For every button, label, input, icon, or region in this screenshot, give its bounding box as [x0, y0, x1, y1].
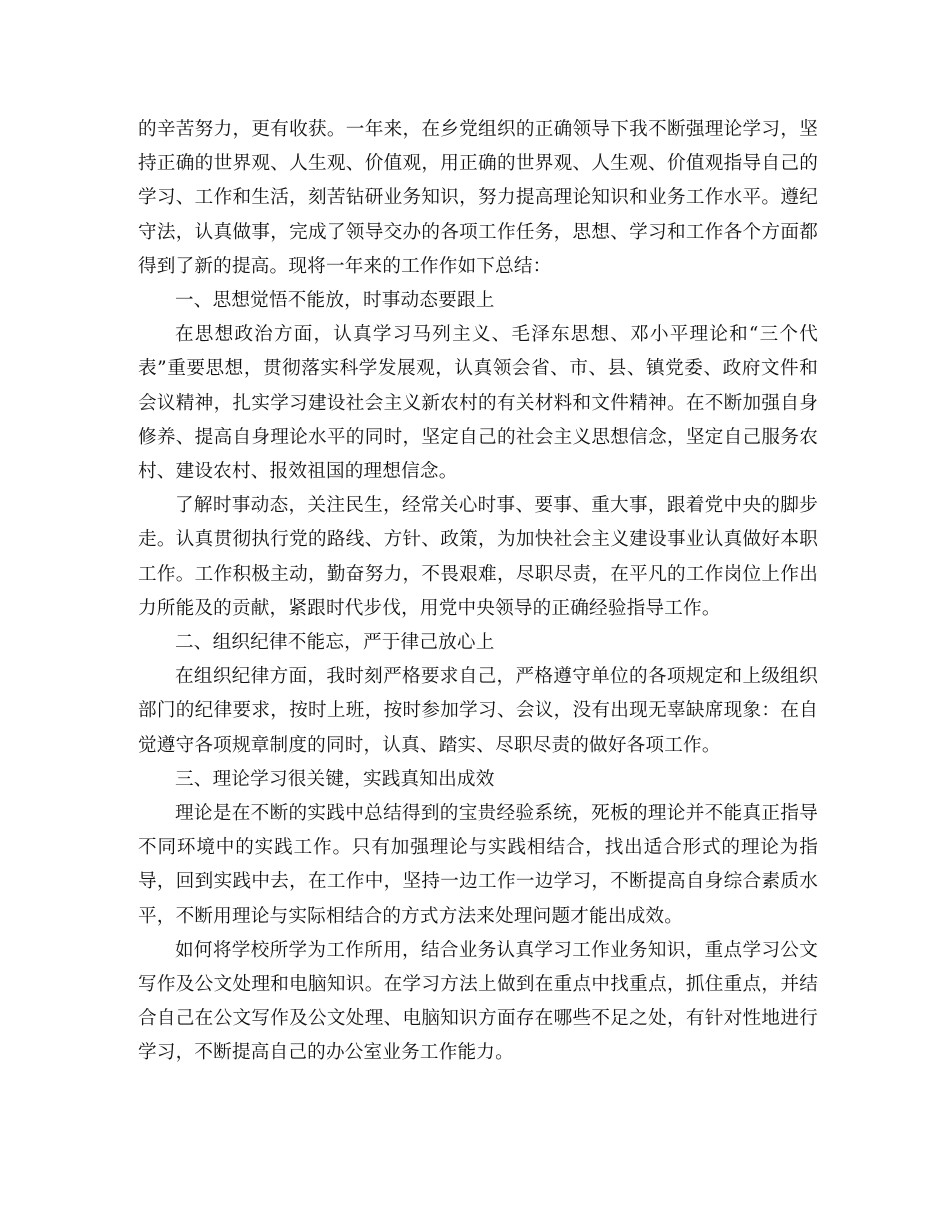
paragraph-discipline: 在组织纪律方面，我时刻严格要求自己，严格遵守单位的各项规定和上级组织部门的纪律要求，按时上班，按时参加学习、会议，没有出现无辜缺席现象：在自觉遵守各项规章制度的同时，认真、踏实、尽职尽责的做好各项工作。: [138, 666, 818, 756]
paragraph-current-affairs: 了解时事动态，关注民生，经常关心时事、要事、重大事，跟着党中央的脚步走。认真贯彻执行党的路线、方针、政策，为加快社会主义建设事业认真做好本职工作。工作积极主动，勤奋努力，不畏艰难，尽职尽责，在平凡的工作岗位上作出力所能及的贡献，紧跟时代步伐，用党中央领导的正确经验指导工作。: [138, 495, 818, 619]
paragraph-intro-continued: 的辛苦努力，更有收获。一年来，在乡党组织的正确领导下我不断强理论学习，坚持正确的世界观、人生观、价值观，用正确的世界观、人生观、价值观指导自己的学习、工作和生活，刻苦钻研业务知识，努力提高理论知识和业务工作水平。遵纪守法，认真做事，完成了领导交办的各项工作任务，思想、学习和工作各个方面都得到了新的提高。现将一年来的工作作如下总结：: [138, 119, 818, 277]
section-heading-3: 三、理论学习很关键，实践真知出成效: [175, 768, 495, 790]
section-heading-2: 二、组织纪律不能忘，严于律己放心上: [175, 632, 495, 654]
section-heading-1: 一、思想觉悟不能放，时事动态要跟上: [175, 290, 495, 312]
paragraph-ideology: 在思想政治方面，认真学习马列主义、毛泽东思想、邓小平理论和“三个代表”重要思想，贯彻落实科学发展观，认真领会省、市、县、镇党委、政府文件和会议精神，扎实学习建设社会主义新农村的有关材料和文件精神。在不断加强自身修养、提高自身理论水平的同时，坚定自己的社会主义思想信念，坚定自己服务农村、建设农村、报效祖国的理想信念。: [138, 324, 818, 483]
paragraph-theory-practice: 理论是在不断的实践中总结得到的宝贵经验系统，死板的理论并不能真正指导不同环境中的实践工作。只有加强理论与实践相结合，找出适合形式的理论为指导，回到实践中去，在工作中，坚持一边工作一边学习，不断提高自身综合素质水平，不断用理论与实际相结合的方式方法来处理问题才能出成效。: [138, 803, 818, 927]
document-body: [138, 113, 818, 1071]
paragraph-study-method: 如何将学校所学为工作所用，结合业务认真学习工作业务知识，重点学习公文写作及公文处理和电脑知识。在学习方法上做到在重点中找重点，抓住重点，并结合自己在公文写作及公文处理、电脑知识方面存在哪些不足之处，有针对性地进行学习，不断提高自己的办公室业务工作能力。: [138, 939, 818, 1064]
